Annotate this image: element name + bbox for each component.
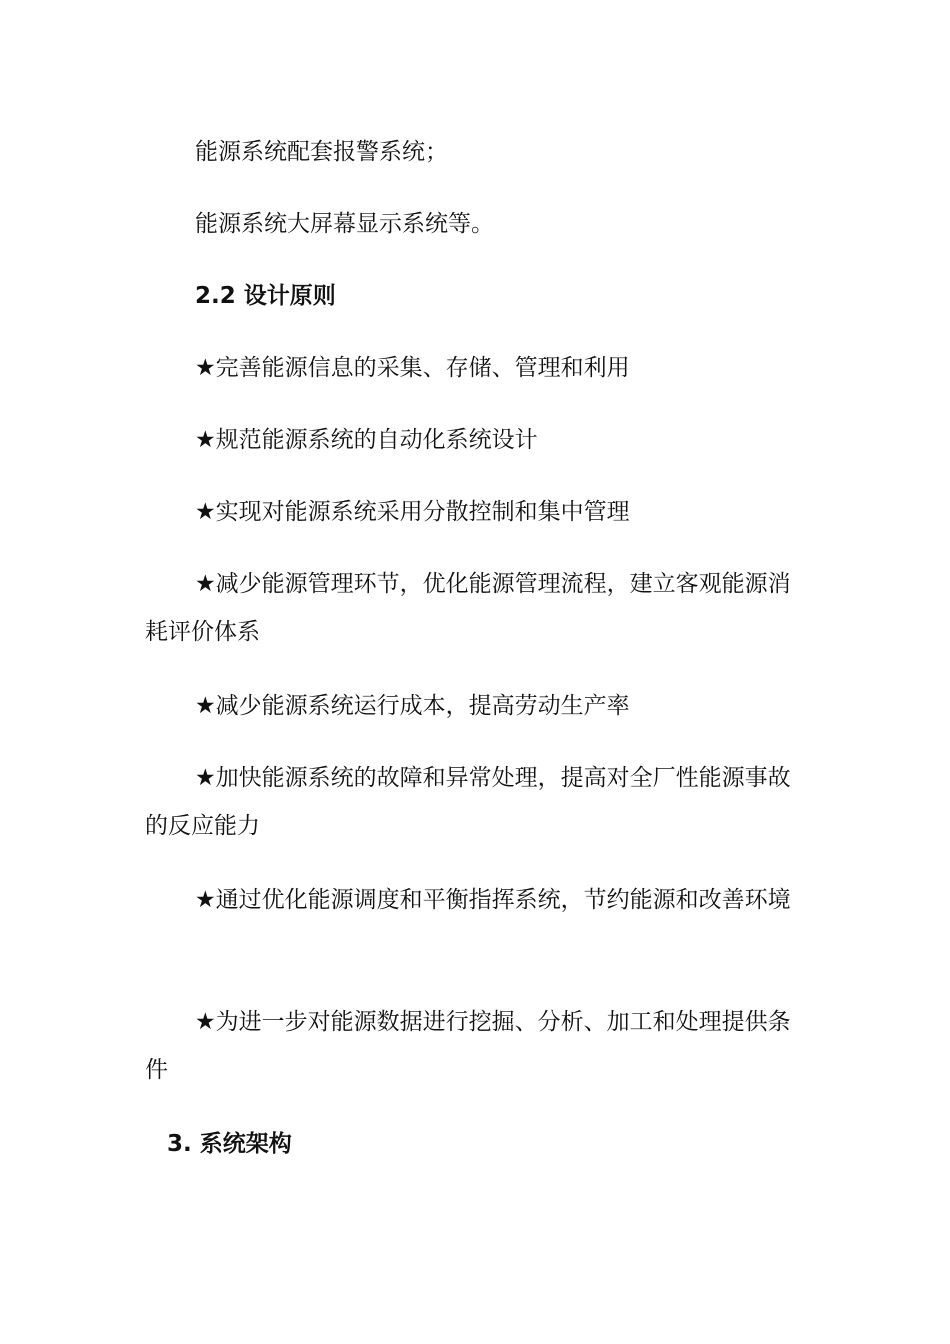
section-heading-system-architecture: 3. 系统架构 [167, 1131, 292, 1157]
principle-item-7: ★通过优化能源调度和平衡指挥系统，节约能源和改善环境 [195, 887, 791, 913]
principle-item-3: ★实现对能源系统采用分散控制和集中管理 [195, 499, 630, 525]
principle-item-5: ★减少能源系统运行成本，提高劳动生产率 [195, 693, 630, 719]
principle-item-2: ★规范能源系统的自动化系统设计 [195, 427, 538, 453]
paragraph-display-system: 能源系统大屏幕显示系统等。 [195, 211, 494, 237]
principle-item-1: ★完善能源信息的采集、存储、管理和利用 [195, 355, 630, 381]
section-heading-design-principles: 2.2 设计原则 [195, 283, 336, 309]
paragraph-alarm-system: 能源系统配套报警系统； [195, 139, 448, 165]
principle-item-6: ★加快能源系统的故障和异常处理，提高对全厂性能源事故的反应能力 [145, 765, 791, 839]
principle-item-4: ★减少能源管理环节，优化能源管理流程，建立客观能源消耗评价体系 [145, 571, 791, 645]
principle-item-8: ★为进一步对能源数据进行挖掘、分析、加工和处理提供条件 [145, 1009, 791, 1083]
